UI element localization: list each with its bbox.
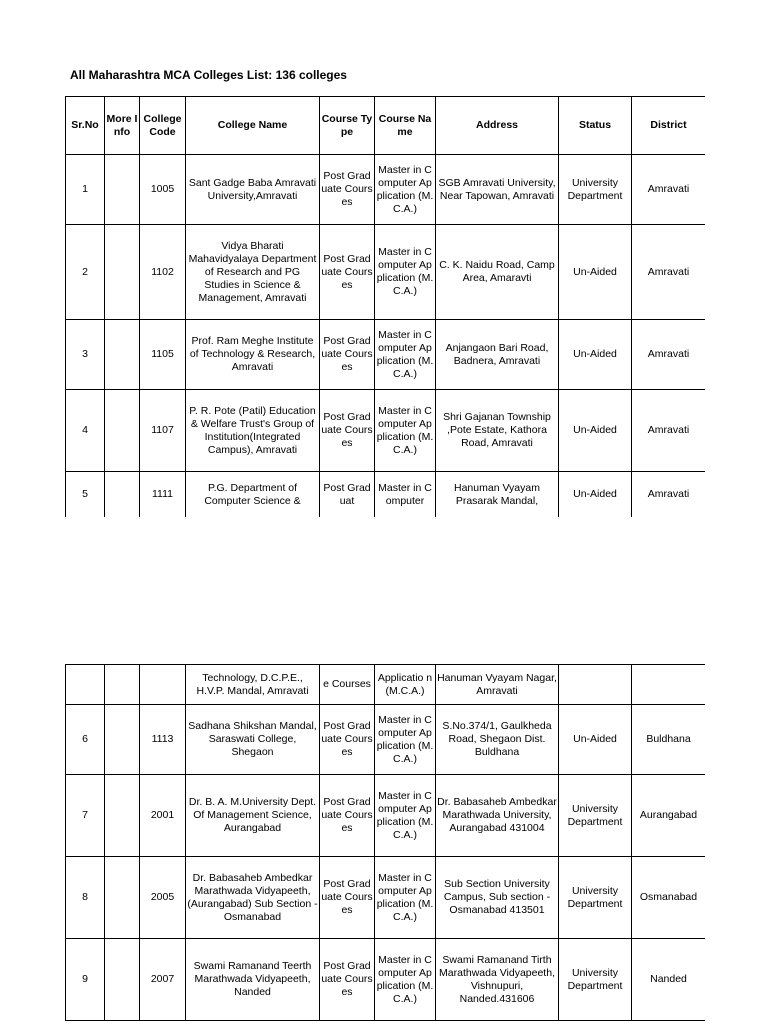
cell-srno: 8: [66, 857, 105, 939]
cell-district: Amravati: [632, 472, 706, 518]
cell-course-name: Master in Computer Application (M.C.A.): [375, 939, 436, 1021]
cell-more-info: [105, 705, 140, 775]
cell-srno: 2: [66, 225, 105, 320]
cell-college-name: Sant Gadge Baba Amravati University,Amravati: [186, 155, 320, 225]
cell-more-info: [105, 857, 140, 939]
cell-more-info: [105, 155, 140, 225]
cell-status: Un-Aided: [559, 225, 632, 320]
cell-srno: 3: [66, 320, 105, 390]
cell-district: Amravati: [632, 155, 706, 225]
cell-district: Aurangabad: [632, 775, 706, 857]
table-row: [66, 320, 706, 390]
cell-more-info: [105, 665, 140, 705]
cell-course-type: Post Graduate Courses: [320, 390, 375, 472]
header-more-info: More Info: [105, 97, 140, 155]
cell-status: University Department: [559, 857, 632, 939]
cell-college-name: Dr. B. A. M.University Dept. Of Management Science, Aurangabad: [186, 775, 320, 857]
cell-course-type: Post Graduate Courses: [320, 857, 375, 939]
header-address: Address: [436, 97, 559, 155]
cell-district: Amravati: [632, 320, 706, 390]
cell-status: University Department: [559, 155, 632, 225]
cell-code: 1102: [140, 225, 186, 320]
cell-srno: 7: [66, 775, 105, 857]
cell-address: Sub Section University Campus, Sub section - Osmanabad 413501: [436, 857, 559, 939]
cell-srno: 4: [66, 390, 105, 472]
table-row: [66, 857, 706, 939]
cell-course-name: Applicatio n (M.C.A.): [375, 665, 436, 705]
cell-status: University Department: [559, 775, 632, 857]
cell-course-type: Post Graduate Courses: [320, 155, 375, 225]
cell-course-name: Master in Computer Application (M.C.A.): [375, 857, 436, 939]
header-course-type: Course Type: [320, 97, 375, 155]
cell-code: [140, 665, 186, 705]
cell-code: 1113: [140, 705, 186, 775]
cell-srno: 9: [66, 939, 105, 1021]
cell-code: 1105: [140, 320, 186, 390]
cell-more-info: [105, 390, 140, 472]
cell-status: [559, 665, 632, 705]
cell-address: C. K. Naidu Road, Camp Area, Amaravti: [436, 225, 559, 320]
cell-college-name: Prof. Ram Meghe Institute of Technology & Research, Amravati: [186, 320, 320, 390]
cell-course-type: e Courses: [320, 665, 375, 705]
table-page-2: [65, 664, 705, 1024]
header-district: District: [632, 97, 706, 155]
cell-srno: 6: [66, 705, 105, 775]
cell-address: SGB Amravati University, Near Tapowan, Amravati: [436, 155, 559, 225]
cell-code: 1005: [140, 155, 186, 225]
cell-address: Dr. Babasaheb Ambedkar Marathwada University, Aurangabad 431004: [436, 775, 559, 857]
cell-code: 1107: [140, 390, 186, 472]
table-header-row: [66, 97, 706, 155]
table-row: [66, 390, 706, 472]
table-row: [66, 225, 706, 320]
header-college-name: College Name: [186, 97, 320, 155]
table-row: [66, 939, 706, 1021]
cell-course-name: Master in Computer: [375, 472, 436, 518]
cell-address: Swami Ramanand Tirth Marathwada Vidyapeeth, Vishnupuri, Nanded.431606: [436, 939, 559, 1021]
cell-more-info: [105, 775, 140, 857]
cell-code: 2001: [140, 775, 186, 857]
header-college-code: College Code: [140, 97, 186, 155]
cell-address: Hanuman Vyayam Nagar, Amravati: [436, 665, 559, 705]
cell-district: Amravati: [632, 225, 706, 320]
cell-more-info: [105, 225, 140, 320]
table-page-1: [65, 96, 705, 517]
cell-address: Anjangaon Bari Road, Badnera, Amravati: [436, 320, 559, 390]
cell-course-name: Master in Computer Application (M.C.A.): [375, 225, 436, 320]
cell-status: Un-Aided: [559, 472, 632, 518]
cell-srno: 5: [66, 472, 105, 518]
header-course-name: Course Name: [375, 97, 436, 155]
cell-course-type: Post Graduate Courses: [320, 775, 375, 857]
table-row: [66, 155, 706, 225]
cell-course-name: Master in Computer Application (M.C.A.): [375, 320, 436, 390]
cell-status: Un-Aided: [559, 320, 632, 390]
cell-course-type: Post Graduate Courses: [320, 320, 375, 390]
cell-more-info: [105, 320, 140, 390]
table-row-continued: [66, 665, 706, 705]
cell-course-name: Master in Computer Application (M.C.A.): [375, 390, 436, 472]
cell-status: Un-Aided: [559, 390, 632, 472]
page-title: All Maharashtra MCA Colleges List: 136 colleges: [70, 68, 347, 82]
cell-status: Un-Aided: [559, 705, 632, 775]
cell-code: 2005: [140, 857, 186, 939]
cell-code: 1111: [140, 472, 186, 518]
cell-district: Nanded: [632, 939, 706, 1021]
cell-srno: 1: [66, 155, 105, 225]
cell-course-name: Master in Computer Application (M.C.A.): [375, 705, 436, 775]
cell-address: Shri Gajanan Township ,Pote Estate, Kathora Road, Amravati: [436, 390, 559, 472]
table-row: [66, 775, 706, 857]
cell-college-name: Dr. Babasaheb Ambedkar Marathwada Vidyapeeth,(Aurangabad) Sub Section - Osmanabad: [186, 857, 320, 939]
cell-district: [632, 665, 706, 705]
cell-code: 2007: [140, 939, 186, 1021]
cell-course-type: Post Graduate Courses: [320, 939, 375, 1021]
cell-status: University Department: [559, 939, 632, 1021]
cell-college-name: P.G. Department of Computer Science &: [186, 472, 320, 518]
header-srno: Sr.No: [66, 97, 105, 155]
colleges-table: [65, 96, 705, 517]
cell-course-type: Post Graduate Courses: [320, 225, 375, 320]
table-row: [66, 472, 706, 518]
cell-course-name: Master in Computer Application (M.C.A.): [375, 155, 436, 225]
cell-more-info: [105, 472, 140, 518]
cell-district: Amravati: [632, 390, 706, 472]
cell-course-type: Post Graduat: [320, 472, 375, 518]
cell-address: S.No.374/1, Gaulkheda Road, Shegaon Dist. Buldhana: [436, 705, 559, 775]
cell-address: Hanuman Vyayam Prasarak Mandal,: [436, 472, 559, 518]
cell-college-name: Swami Ramanand Teerth Marathwada Vidyapeeth, Nanded: [186, 939, 320, 1021]
cell-college-name: Technology, D.C.P.E., H.V.P. Mandal, Amravati: [186, 665, 320, 705]
cell-college-name: P. R. Pote (Patil) Education & Welfare Trust's Group of Institution(Integrated Campus), Amravati: [186, 390, 320, 472]
header-status: Status: [559, 97, 632, 155]
cell-course-type: Post Graduate Courses: [320, 705, 375, 775]
cell-course-name: Master in Computer Application (M.C.A.): [375, 775, 436, 857]
cell-district: Buldhana: [632, 705, 706, 775]
table-row: [66, 705, 706, 775]
cell-college-name: Vidya Bharati Mahavidyalaya Department of Research and PG Studies in Science & Management, Amravati: [186, 225, 320, 320]
cell-college-name: Sadhana Shikshan Mandal, Saraswati College, Shegaon: [186, 705, 320, 775]
cell-srno: [66, 665, 105, 705]
colleges-table-continued: [65, 664, 705, 1021]
cell-more-info: [105, 939, 140, 1021]
cell-district: Osmanabad: [632, 857, 706, 939]
